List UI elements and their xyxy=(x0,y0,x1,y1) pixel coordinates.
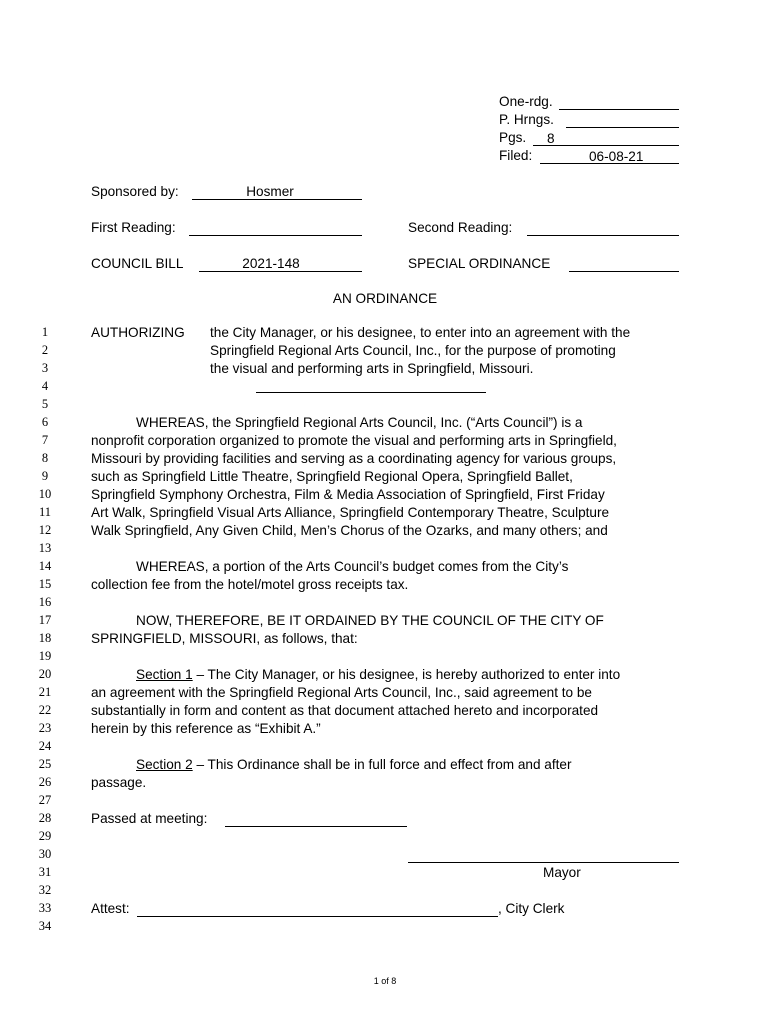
authorizing-keyword: AUTHORIZING xyxy=(91,325,185,340)
line-number: 6 xyxy=(41,415,49,429)
line-number: 5 xyxy=(41,397,49,411)
passed-line xyxy=(225,826,407,827)
line-number: 4 xyxy=(41,379,49,393)
line-number: 26 xyxy=(38,775,52,789)
whereas1-line: Missouri by providing facilities and serving as a coordinating agency for various groups, xyxy=(91,451,617,466)
sponsor-label: Sponsored by: xyxy=(91,184,179,199)
line-number: 15 xyxy=(38,577,52,591)
line-number: 30 xyxy=(38,847,52,861)
passed-label: Passed at meeting: xyxy=(91,811,208,826)
special-ordinance-line xyxy=(569,271,679,272)
section1-text: – The City Manager, or his designee, is hereby authorized to enter into xyxy=(192,667,621,682)
second-reading-line xyxy=(527,235,679,236)
line-number: 19 xyxy=(38,649,52,663)
line-number: 31 xyxy=(38,865,52,879)
line-number: 24 xyxy=(38,739,52,753)
first-reading-label: First Reading: xyxy=(91,220,176,235)
line-number: 12 xyxy=(38,523,52,537)
whereas1-line: such as Springfield Little Theatre, Springfield Regional Opera, Springfield Ballet, xyxy=(91,469,573,484)
line-number: 13 xyxy=(38,541,52,555)
line-number: 25 xyxy=(38,757,52,771)
line-number: 20 xyxy=(38,667,52,681)
special-ordinance-label: SPECIAL ORDINANCE xyxy=(408,256,551,271)
authorizing-line: Springfield Regional Arts Council, Inc., for the purpose of promoting xyxy=(210,343,616,358)
line-number: 21 xyxy=(38,685,52,699)
whereas1-line: Walk Springfield, Any Given Child, Men’s Chorus of the Ozarks, and many others; and xyxy=(91,523,608,538)
whereas1-line: nonprofit corporation organized to promote the visual and performing arts in Springfield, xyxy=(91,433,617,448)
ordained-line: SPRINGFIELD, MISSOURI, as follows, that: xyxy=(91,631,358,646)
council-bill-label: COUNCIL BILL xyxy=(91,256,184,271)
line-number: 14 xyxy=(38,559,52,573)
attest-label: Attest: xyxy=(91,901,130,916)
section1-line: herein by this reference as “Exhibit A.” xyxy=(91,721,321,736)
city-clerk-label: , City Clerk xyxy=(498,901,565,916)
line-number: 11 xyxy=(38,505,52,519)
line-number: 1 xyxy=(41,325,49,339)
pgs-line xyxy=(533,145,679,146)
section2-line: passage. xyxy=(91,775,147,790)
first-reading-line xyxy=(189,235,362,236)
title-separator-line xyxy=(256,392,486,393)
line-number: 8 xyxy=(41,451,49,465)
line-number: 33 xyxy=(38,901,52,915)
whereas1-line: Springfield Symphony Orchestra, Film & Media Association of Springfield, First Friday xyxy=(91,487,605,502)
line-number: 27 xyxy=(38,793,52,807)
authorizing-line: the City Manager, or his designee, to enter into an agreement with the xyxy=(210,325,631,340)
section2-first-line xyxy=(136,757,572,772)
line-number: 29 xyxy=(38,829,52,843)
line-number: 17 xyxy=(38,613,52,627)
authorizing-line: the visual and performing arts in Springfield, Missouri. xyxy=(210,361,534,376)
council-bill-value: 2021-148 xyxy=(242,256,300,271)
section1-line: substantially in form and content as that document attached hereto and incorporated xyxy=(91,703,599,718)
pgs-value: 8 xyxy=(547,131,555,146)
filed-label: Filed: xyxy=(499,148,533,163)
line-number: 32 xyxy=(38,883,52,897)
section2-label: Section 2 xyxy=(136,757,193,772)
whereas1-line: WHEREAS, the Springfield Regional Arts Council, Inc. (“Arts Council”) is a xyxy=(136,415,583,430)
section1-line: an agreement with the Springfield Regional Arts Council, Inc., said agreement to be xyxy=(91,685,592,700)
sponsor-value: Hosmer xyxy=(246,184,294,199)
line-number: 3 xyxy=(41,361,49,375)
line-number: 18 xyxy=(38,631,52,645)
line-number: 22 xyxy=(38,703,52,717)
section1-label: Section 1 xyxy=(136,667,193,682)
attest-signature-line xyxy=(137,916,498,917)
line-number: 2 xyxy=(41,343,49,357)
whereas2-line: collection fee from the hotel/motel gross receipts tax. xyxy=(91,577,409,592)
one-rdg-label: One-rdg. xyxy=(499,94,553,109)
filed-value: 06-08-21 xyxy=(589,149,644,164)
p-hrngs-label: P. Hrngs. xyxy=(499,112,554,127)
mayor-label: Mayor xyxy=(543,865,581,880)
line-number: 28 xyxy=(38,811,52,825)
ordained-line: NOW, THEREFORE, BE IT ORDAINED BY THE COUNCIL OF THE CITY OF xyxy=(136,613,604,628)
one-rdg-line xyxy=(559,109,679,110)
mayor-signature-line xyxy=(408,862,679,863)
line-number: 7 xyxy=(41,433,49,447)
section1-first-line xyxy=(136,667,620,682)
line-number: 34 xyxy=(38,919,52,933)
pgs-label: Pgs. xyxy=(499,130,527,145)
whereas2-line: WHEREAS, a portion of the Arts Council’s budget comes from the City’s xyxy=(136,559,569,574)
ordinance-title: AN ORDINANCE xyxy=(332,291,438,306)
line-number: 9 xyxy=(41,469,49,483)
section2-text: – This Ordinance shall be in full force and effect from and after xyxy=(192,757,572,772)
whereas1-line: Art Walk, Springfield Visual Arts Alliance, Springfield Contemporary Theatre, Sculpture xyxy=(91,505,610,520)
sponsor-line xyxy=(192,199,362,200)
second-reading-label: Second Reading: xyxy=(408,220,513,235)
p-hrngs-line xyxy=(566,127,679,128)
council-bill-line xyxy=(199,271,362,272)
page-number: 1 of 8 xyxy=(373,976,397,986)
line-number: 10 xyxy=(38,487,52,501)
line-number: 16 xyxy=(38,595,52,609)
line-number: 23 xyxy=(38,721,52,735)
